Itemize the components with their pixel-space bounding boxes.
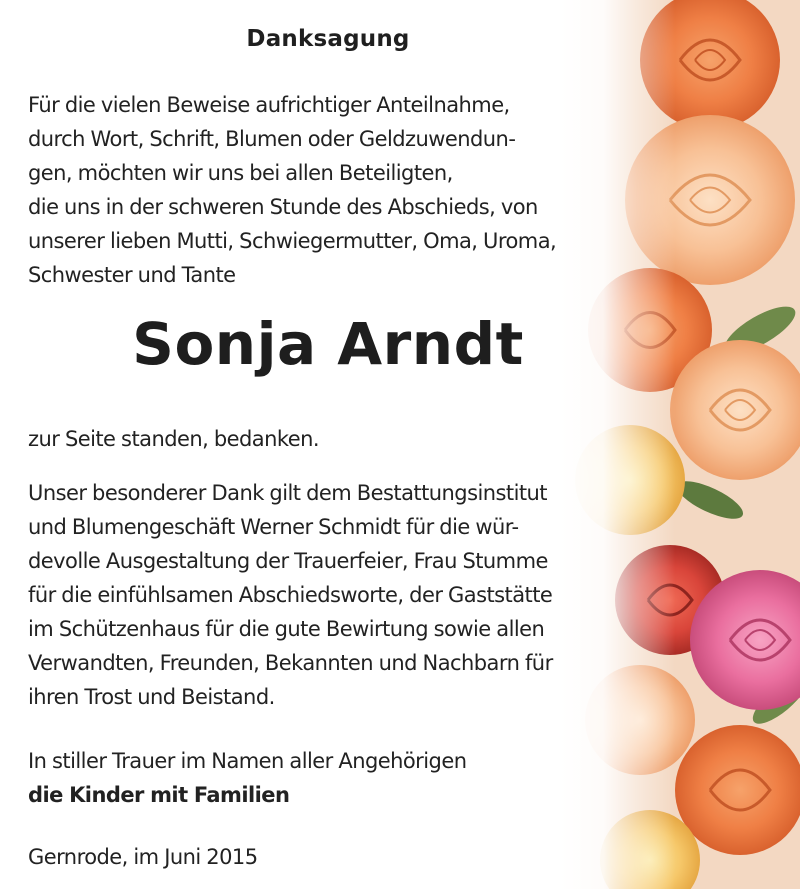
text-line: für die einfühlsamen Abschiedsworte, der Gaststätte [28, 583, 553, 607]
deceased-name: Sonja Arndt [132, 310, 524, 378]
text-line: ihren Trost und Beistand. [28, 685, 275, 709]
text-line: die uns in der schweren Stunde des Abschieds, von [28, 195, 538, 219]
text-line: gen, möchten wir uns bei allen Beteiligten, [28, 161, 453, 185]
fade-overlay [560, 0, 800, 889]
text-line: durch Wort, Schrift, Blumen oder Geldzuwendun- [28, 127, 516, 151]
after-name-line [28, 422, 319, 456]
place-date [28, 840, 258, 874]
text-line: und Blumengeschäft Werner Schmidt für die wür- [28, 515, 519, 539]
text-line: Schwester und Tante [28, 263, 236, 287]
text-line: Verwandten, Freunden, Bekannten und Nachbarn für [28, 651, 553, 675]
text-line: Unser besonderer Dank gilt dem Bestattungsinstitut [28, 481, 547, 505]
rose-border-image [560, 0, 800, 889]
place-date-text: Gernrode, im Juni 2015 [28, 845, 258, 869]
heading: Danksagung [246, 26, 410, 52]
text-line: Für die vielen Beweise aufrichtiger Anteilnahme, [28, 93, 510, 117]
special-thanks-paragraph [28, 476, 553, 714]
signature-family: die Kinder mit Familien [28, 783, 290, 807]
text-line: zur Seite standen, bedanken. [28, 427, 319, 451]
intro-paragraph [28, 88, 556, 292]
signature-block [28, 744, 466, 812]
text-line: im Schützenhaus für die gute Bewirtung sowie allen [28, 617, 545, 641]
text-line: unserer lieben Mutti, Schwiegermutter, Oma, Uroma, [28, 229, 557, 253]
text-line: devolle Ausgestaltung der Trauerfeier, Frau Stumme [28, 549, 548, 573]
signature-line: In stiller Trauer im Namen aller Angehörigen [28, 749, 467, 773]
